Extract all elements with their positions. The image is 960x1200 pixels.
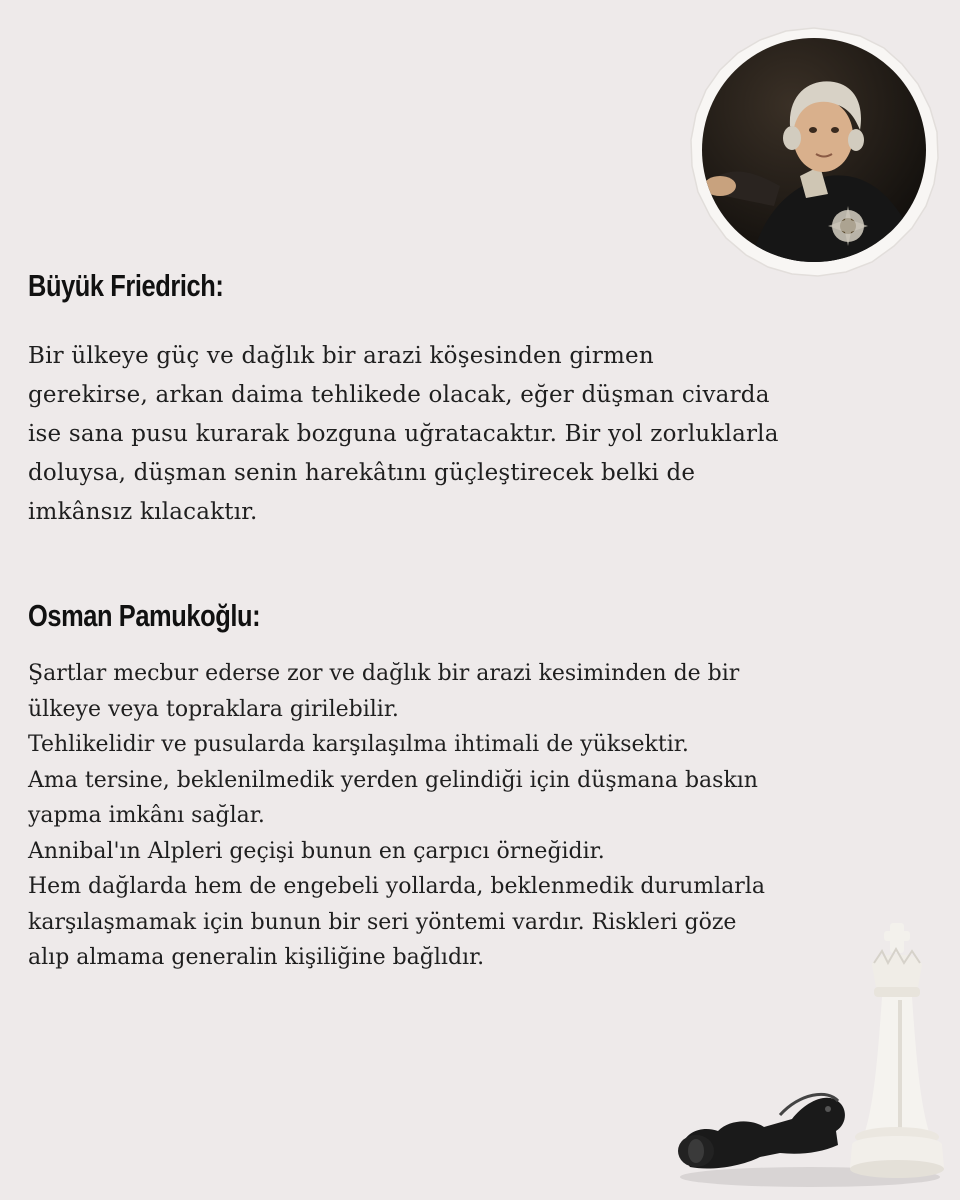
- chess-pieces-image: [660, 905, 960, 1200]
- black-knight-icon: [678, 1094, 845, 1168]
- section2-line: Hem dağlarda hem de engebeli yollarda, beklenmedik durumlarla: [28, 874, 765, 899]
- section1-line: doluysa, düşman senin harekâtını güçleştirecek belki de: [28, 460, 696, 486]
- section2-line: alıp almama generalin kişiliğine bağlıdır.: [28, 945, 485, 970]
- section1-title: Büyük Friedrich:: [28, 268, 224, 303]
- section2-line: Şartlar mecbur ederse zor ve dağlık bir arazi kesiminden de bir: [28, 661, 740, 686]
- section1-paragraph: [28, 337, 928, 532]
- portrait-image: [688, 26, 940, 278]
- white-king-icon: [850, 923, 944, 1178]
- section1-line: gerekirse, arkan daima tehlikede olacak, eğer düşman civarda: [28, 382, 770, 408]
- section2-line: Annibal'ın Alpleri geçişi bunun en çarpıcı örneğidir.: [28, 838, 605, 864]
- section1-line: ise sana pusu kurarak bozguna uğratacaktır. Bir yol zorluklarla: [28, 421, 779, 447]
- section2-line: yapma imkânı sağlar.: [28, 803, 265, 828]
- section2-line: Ama tersine, beklenilmedik yerden gelindiği için düşmana baskın: [28, 767, 758, 793]
- section1-line: imkânsız kılacaktır.: [28, 499, 258, 525]
- section2-title: Osman Pamukoğlu:: [28, 598, 261, 633]
- section2-line: ülkeye veya topraklara girilebilir.: [28, 696, 399, 722]
- section1-line: Bir ülkeye güç ve dağlık bir arazi köşesinden girmen: [28, 343, 654, 369]
- section2-line: karşılaşmamak için bunun bir seri yöntemi vardır. Riskleri göze: [28, 909, 737, 935]
- section2-line: Tehlikelidir ve pusularda karşılaşılma ihtimali de yüksektir.: [28, 732, 689, 757]
